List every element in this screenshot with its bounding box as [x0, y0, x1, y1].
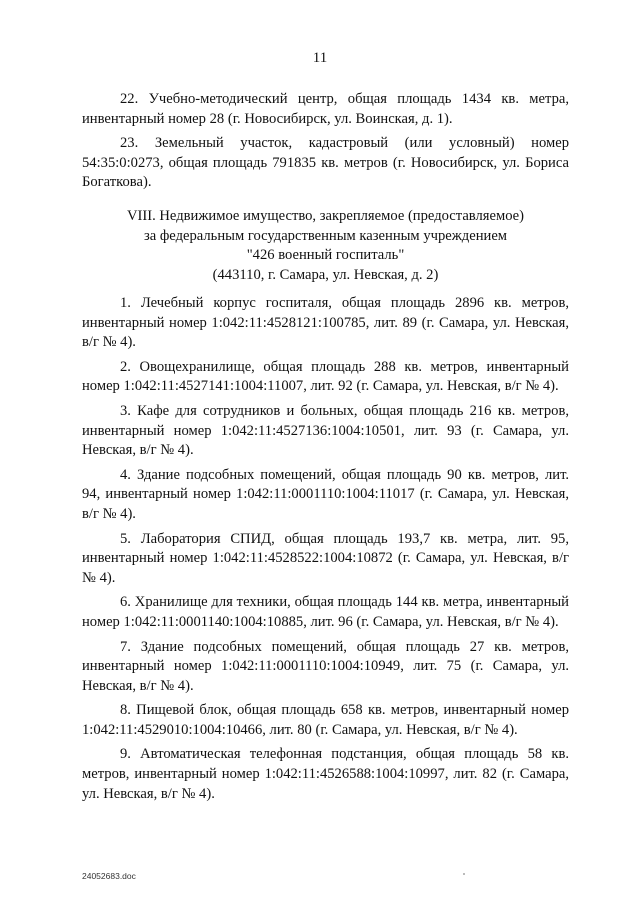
list-item: 5. Лаборатория СПИД, общая площадь 193,7 кв. метра, лит. 95, инвентарный номер 1:042:11:4528522:1004:10872 (г. Самара, ул. Невская, в/г № 4). — [82, 530, 569, 586]
list-item: 2. Овощехранилище, общая площадь 288 кв. метров, инвентарный номер 1:042:11:4527141:1004:11007, лит. 92 (г. Самара, ул. Невская, в/г № 4). — [82, 358, 569, 395]
list-item: 1. Лечебный корпус госпиталя, общая площадь 2896 кв. метров, инвентарный номер 1:042:11:4528121:100785, лит. 89 (г. Самара, ул. Невская, в/г № 4). — [82, 295, 569, 351]
items-block — [82, 294, 569, 809]
footer-filename: 24052683.doc — [82, 871, 136, 881]
heading-line: "426 военный госпиталь" — [246, 247, 405, 264]
list-item: 22. Учебно-методический центр, общая площадь 1434 кв. метра, инвентарный номер 28 (г. Новосибирск, ул. Воинская, д. 1). — [82, 91, 569, 127]
list-item: 3. Кафе для сотрудников и больных, общая площадь 216 кв. метров, инвентарный номер 1:042:11:4527136:1004:10501, лит. 93 (г. Самара, ул. Невская, в/г № 4). — [82, 402, 569, 459]
section-heading — [82, 207, 569, 285]
top-items-block — [82, 90, 569, 198]
list-item: 23. Земельный участок, кадастровый (или условный) номер 54:35:0:0273, общая площадь 791835 кв. метров (г. Новосибирск, ул. Бориса Богаткова). — [82, 135, 569, 191]
heading-line: VIII. Недвижимое имущество, закрепляемое (предоставляемое) — [126, 208, 525, 224]
heading-line: за федеральным государственным казенным учреждением — [143, 227, 508, 244]
list-item: 4. Здание подсобных помещений, общая площадь 90 кв. метров, лит. 94, инвентарный номер 1:042:11:0001110:1004:11017 (г. Самара, ул. Невская, в/г № 4). — [82, 466, 569, 522]
list-item: 8. Пищевой блок, общая площадь 658 кв. метров, инвентарный номер 1:042:11:4529010:1004:10466, лит. 80 (г. Самара, ул. Невская, в/г № 4). — [82, 702, 569, 738]
scan-speck — [463, 873, 465, 875]
list-item: 6. Хранилище для техники, общая площадь 144 кв. метра, инвентарный номер 1:042:11:0001140:1004:10885, лит. 96 (г. Самара, ул. Невская, в/г № 4). — [82, 594, 569, 630]
page-number: 11 — [312, 50, 328, 66]
heading-line: (443110, г. Самара, ул. Невская, д. 2) — [212, 266, 439, 283]
list-item: 9. Автоматическая телефонная подстанция, общая площадь 58 кв. метров, инвентарный номер 1:042:11:4526588:1004:10997, лит. 82 (г. Самара, ул. Невская, в/г № 4). — [82, 746, 569, 802]
list-item: 7. Здание подсобных помещений, общая площадь 27 кв. метров, инвентарный номер 1:042:11:0001110:1004:10949, лит. 75 (г. Самара, ул. Невская, в/г № 4). — [82, 638, 569, 694]
